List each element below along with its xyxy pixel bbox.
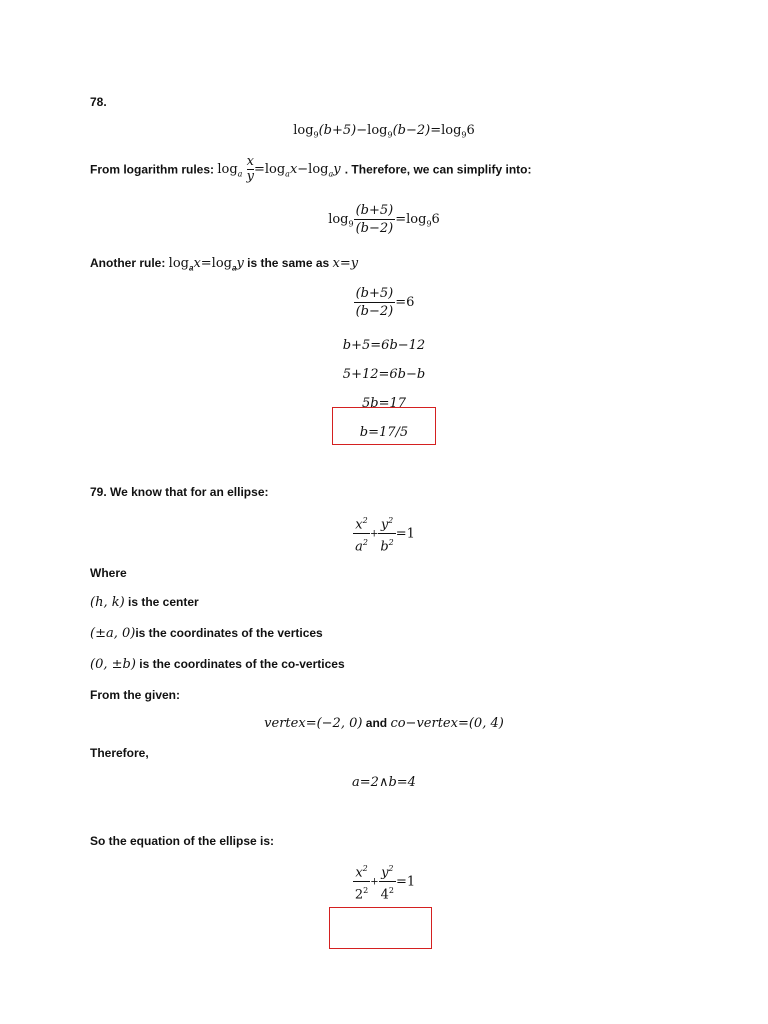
- center-definition: (h, k) is the center: [90, 595, 199, 610]
- step-linear-3: 5b=17: [361, 396, 407, 411]
- step-linear-1: b+5=6b−12: [342, 338, 426, 353]
- simplified-equation: $\log_9$ $\frac{(b+5)}{(b-2)}$ $=\log_96$: [328, 203, 440, 236]
- given-equation: $\log_9(b+5)-\log_9(b-2)=\log_96$: [293, 123, 475, 140]
- so-equation-label: So the equation of the ellipse is:: [90, 834, 275, 848]
- another-rule-paragraph: Another rule: $\log_ax=\log_ay$ is the same as x=y: [90, 256, 359, 273]
- where-label: Where: [90, 566, 127, 580]
- log-rule-formula: $\log_a$ $\frac{x}{y}$ $=\log_ax-\log_ay$: [217, 154, 341, 184]
- log-rule-paragraph: From logarithm rules: $\log_a$ $\frac{x}{y}$ $=\log_ax-\log_ay$ . Therefore, we can simplify into:: [90, 154, 532, 184]
- given-vertex-line: vertex=(−2, 0) and co−vertex=(0, 4): [264, 716, 504, 731]
- step-fraction-equation: $\frac{(b+5)}{(b-2)}$ =6: [355, 286, 415, 319]
- answer-78-highlight-box: [332, 407, 436, 445]
- step-linear-2: 5+12=6b−b: [342, 367, 426, 382]
- vertices-definition: (±a, 0)is the coordinates of the vertices: [90, 626, 323, 641]
- answer-79-highlight-box: [329, 907, 432, 949]
- final-ellipse-equation: $\frac{x^2}{2^2}$ + $\frac{y^2}{4^2}$ =1: [0, 860, 768, 904]
- ellipse-equation: $\frac{x^2}{a^2}$ + $\frac{y^2}{b^2}$ =1: [0, 512, 768, 556]
- covertices-definition: (0, ±b) is the coordinates of the co-vertices: [90, 657, 345, 672]
- problem-79-intro: 79. We know that for an ellipse:: [90, 485, 269, 499]
- values-a-b: a=2∧b=4: [352, 775, 416, 790]
- from-given-label: From the given:: [90, 688, 181, 702]
- problem-78-number: 78.: [90, 95, 107, 109]
- answer-78: b=17/5: [359, 425, 409, 440]
- therefore-label: Therefore,: [90, 746, 149, 760]
